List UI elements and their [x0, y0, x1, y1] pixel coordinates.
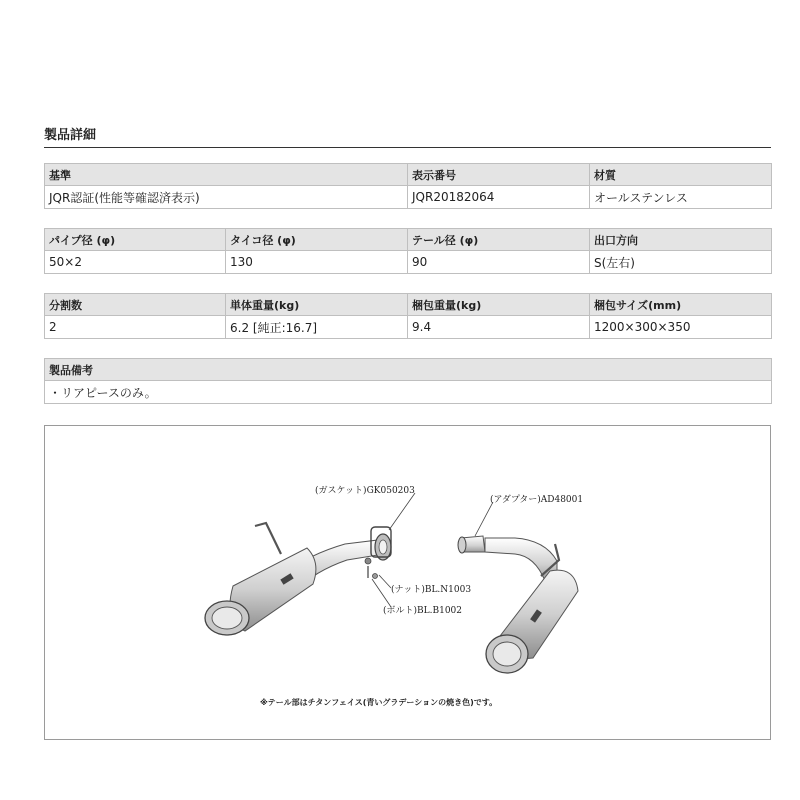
- spec-table-standard: [44, 163, 772, 209]
- value-material: オールステンレス: [590, 186, 772, 209]
- value-remarks: ・リアピースのみ。: [45, 381, 772, 404]
- spec-table-weights: [44, 293, 772, 339]
- header-package-size: 梱包サイズ(mm): [590, 294, 772, 316]
- title-divider: [44, 147, 771, 148]
- header-pieces: 分割数: [45, 294, 226, 316]
- value-standard: JQR認証(性能等確認済表示): [45, 186, 408, 209]
- value-tail-diameter: 90: [408, 251, 590, 274]
- section-title: 製品詳細: [44, 128, 97, 143]
- header-package-weight: 梱包重量(kg): [408, 294, 590, 316]
- value-silencer-diameter: 130: [226, 251, 408, 274]
- header-exit-direction: 出口方向: [590, 229, 772, 251]
- header-tail-diameter: テール径 (φ): [408, 229, 590, 251]
- header-unit-weight: 単体重量(kg): [226, 294, 408, 316]
- header-silencer-diameter: タイコ径 (φ): [226, 229, 408, 251]
- label-bolt: (ボルト)BL.B1002: [383, 606, 462, 616]
- right-muffler-assembly: [458, 502, 578, 673]
- label-gasket: (ガスケット)GK050203: [315, 486, 415, 496]
- label-adapter: (アダプター)AD48001: [490, 495, 584, 505]
- header-standard: 基準: [45, 164, 408, 186]
- value-package-size: 1200×300×350: [590, 316, 772, 339]
- value-unit-weight: 6.2 [純正:16.7]: [226, 316, 408, 339]
- spec-table-remarks: [44, 358, 772, 404]
- value-exit-direction: S(左右): [590, 251, 772, 274]
- header-remarks: 製品備考: [45, 359, 772, 381]
- value-display-number: JQR20182064: [408, 186, 590, 209]
- header-pipe-diameter: パイプ径 (φ): [45, 229, 226, 251]
- value-pipe-diameter: 50×2: [45, 251, 226, 274]
- label-nut: (ナット)BL.N1003: [391, 585, 472, 595]
- header-material: 材質: [590, 164, 772, 186]
- header-display-number: 表示番号: [408, 164, 590, 186]
- value-package-weight: 9.4: [408, 316, 590, 339]
- value-pieces: 2: [45, 316, 226, 339]
- spec-table-diameters: [44, 228, 772, 274]
- diagram-note: ※テール部はチタンフェイス(青いグラデーションの焼き色)です。: [260, 698, 498, 707]
- product-diagram: [44, 425, 771, 740]
